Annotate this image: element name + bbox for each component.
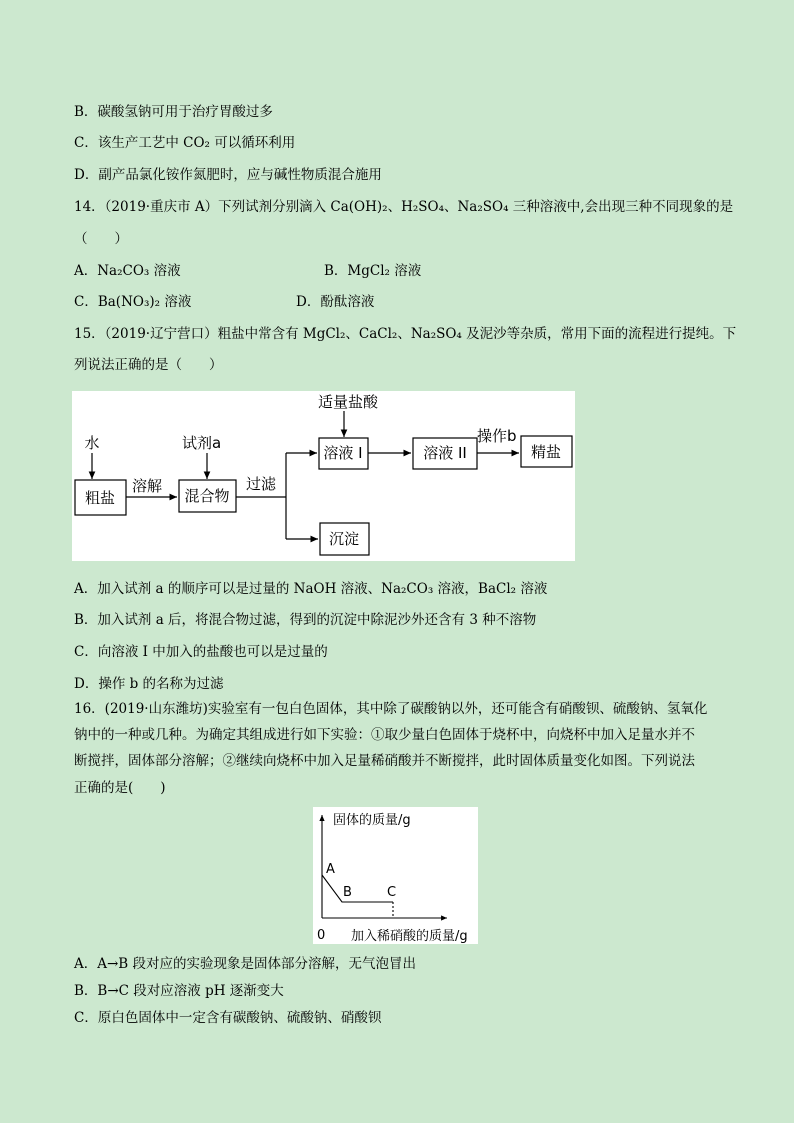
origin-label: 0 xyxy=(317,928,326,943)
option-13C: C．该生产工艺中 CO₂ 可以循环利用 xyxy=(74,135,296,151)
point-a-label: A xyxy=(326,862,335,877)
question-16-stem: 16．(2019·山东潍坊)实验室有一包白色固体，其中除了碳酸钠以外，还可能含有硝酸钡、硫酸钠、氢氧化 xyxy=(74,701,708,717)
option-16A: A．A→B 段对应的实验现象是固体部分溶解，无气泡冒出 xyxy=(74,956,417,972)
option-13B: B．碳酸氢钠可用于治疗胃酸过多 xyxy=(74,104,273,120)
flow-chart xyxy=(72,391,575,561)
mixture-label: 混合物 xyxy=(184,487,230,505)
option-15C: C．向溶液 I 中加入的盐酸也可以是过量的 xyxy=(74,644,328,660)
acid-label: 适量盐酸 xyxy=(318,393,379,411)
mass-graph xyxy=(313,807,478,944)
mass-graph-svg xyxy=(313,807,478,944)
option-13D: D．副产品氯化铵作氮肥时，应与碱性物质混合施用 xyxy=(74,167,382,183)
question-16-stem-2: 钠中的一种或几种。为确定其组成进行如下实验：①取少量白色固体于烧杯中，向烧杯中加入足量水并不 xyxy=(74,727,695,743)
question-16-stem-4: 正确的是( ) xyxy=(74,780,166,796)
option-14B: B．MgCl₂ 溶液 xyxy=(324,263,422,279)
question-16-stem-3: 断搅拌，固体部分溶解；②继续向烧杯中加入足量稀硝酸并不断搅拌，此时固体质量变化如图。下列说法 xyxy=(74,753,695,769)
option-14A: A．Na₂CO₃ 溶液 xyxy=(74,263,181,279)
crude-salt-label: 粗盐 xyxy=(84,489,116,507)
point-b-label: B xyxy=(343,885,352,900)
option-16C: C．原白色固体中一定含有碳酸钠、硫酸钠、硝酸钡 xyxy=(74,1010,382,1026)
x-axis-label: 加入稀硝酸的质量/g xyxy=(351,929,468,944)
dissolve-label: 溶解 xyxy=(132,477,163,495)
point-c-label: C xyxy=(387,885,397,900)
fine-salt-label: 精盐 xyxy=(530,443,562,461)
solution1-label: 溶液 I xyxy=(323,444,363,462)
option-14D: D．酚酞溶液 xyxy=(296,294,375,310)
precipitate-label: 沉淀 xyxy=(328,530,360,548)
question-15-stem-2: 列说法正确的是（ ） xyxy=(74,357,223,373)
mass-curve xyxy=(322,875,393,902)
question-14-bracket: （ ） xyxy=(74,231,128,247)
option-15D: D．操作 b 的名称为过滤 xyxy=(74,676,224,692)
water-label: 水 xyxy=(84,434,100,452)
question-15-stem: 15．（2019·辽宁营口）粗盐中常含有 MgCl₂、CaCl₂、Na₂SO₄ 及泥沙等杂质，常用下面的流程进行提纯。下 xyxy=(74,326,737,342)
solution2-label: 溶液 II xyxy=(423,444,467,462)
option-14C: C．Ba(NO₃)₂ 溶液 xyxy=(74,294,192,310)
operation-b-label: 操作b xyxy=(477,427,517,445)
filter-label: 过滤 xyxy=(246,475,277,493)
reagent-a-label: 试剂a xyxy=(182,434,222,452)
option-16B: B．B→C 段对应溶液 pH 逐渐变大 xyxy=(74,983,284,999)
flow-chart-svg xyxy=(72,391,575,561)
option-15A: A．加入试剂 a 的顺序可以是过量的 NaOH 溶液、Na₂CO₃ 溶液，BaCl₂ 溶液 xyxy=(74,581,548,597)
y-axis-label: 固体的质量/g xyxy=(333,813,411,828)
option-15B: B．加入试剂 a 后，将混合物过滤，得到的沉淀中除泥沙外还含有 3 种不溶物 xyxy=(74,612,537,628)
question-14-stem: 14．（2019·重庆市 A）下列试剂分别滴入 Ca(OH)₂、H₂SO₄、Na₂SO₄ 三种溶液中,会出现三种不同现象的是 xyxy=(74,199,734,215)
